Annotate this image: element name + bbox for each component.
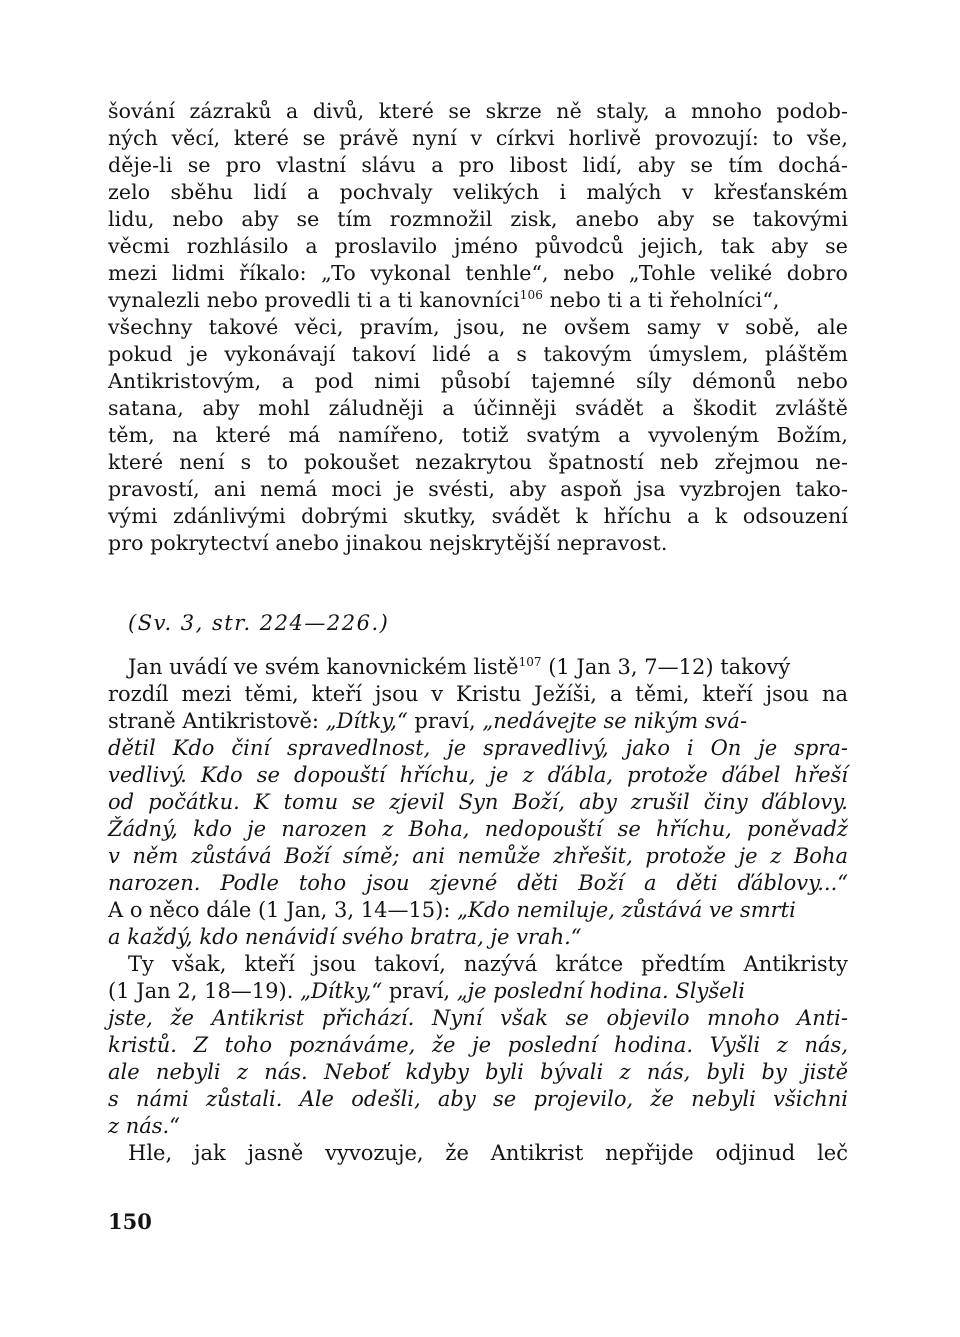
text-fragment: nebo ti a ti řeholníci“, [543, 288, 780, 312]
quote-line: od počátku. K tomu se zjevil Syn Boží, aby zrušil činy ďáblovy. [108, 790, 848, 814]
footnote-marker: 106 [519, 288, 543, 302]
quote-fragment: „Dítky,“ [325, 709, 408, 733]
quote-line: narozen. Podle toho jsou zjevné děti Boží a děti ďáblovy...“ [108, 871, 848, 895]
text-line: ných věcí, které se právě nyní v církvi horlivě provozují: to vše, [108, 126, 848, 150]
text-fragment: praví, [382, 979, 457, 1003]
text-line-with-footnote [128, 654, 848, 681]
text-line [108, 708, 848, 735]
text-line: věcmi rozhlásilo a proslavilo jméno původců jejich, tak aby se [108, 234, 848, 258]
quote-line: z nás.“ [108, 1114, 180, 1138]
text-fragment: (1 Jan 3, 7—12) takový [541, 655, 791, 679]
text-line: zelo sběhu lidí a pochvaly velikých i malých v křesťanském [108, 180, 848, 204]
quote-line: a každý, kdo nenávidí svého bratra, je vrah.“ [108, 925, 582, 949]
text-fragment: A o něco dále (1 Jan, 3, 14—15): [108, 898, 458, 922]
text-line: Hle, jak jasně vyvozuje, že Antikrist nepřijde odjinud leč [128, 1141, 848, 1165]
text-line: pro pokrytectví anebo jinakou nejskrytější nepravost. [108, 531, 668, 555]
quote-fragment: „Dítky,“ [300, 979, 383, 1003]
text-line: šování zázraků a divů, které se skrze ně staly, a mnoho podob- [108, 99, 848, 123]
quote-line: Žádný, kdo je narozen z Boha, nedopouští se hříchu, poněvadž [108, 817, 848, 841]
quote-line: ale nebyli z nás. Neboť kdyby byli bývali z nás, byli by jistě [108, 1060, 848, 1084]
text-line: mezi lidmi říkalo: „To vykonal tenhle“, nebo „Tohle veliké dobro [108, 261, 848, 285]
text-line: Antikristovým, a pod nimi působí tajemné síly démonů nebo [108, 369, 848, 393]
text-fragment: straně Antikristově: [108, 709, 326, 733]
text-line [108, 897, 848, 924]
quote-line: dětil Kdo činí spravedlnost, je spravedlivý, jako i On je spra- [108, 736, 848, 760]
text-line [108, 978, 848, 1005]
quote-line: jste, že Antikrist přichází. Nyní však se objevilo mnoho Anti- [108, 1006, 848, 1030]
text-fragment: Jan uvádí ve svém kanovnickém listě [128, 655, 519, 679]
quote-fragment: „nedávejte se nikým svá- [482, 709, 748, 733]
quote-fragment: „je poslední hodina. Slyšeli [456, 979, 745, 1003]
text-line: lidu, nebo aby se tím rozmnožil zisk, anebo aby se takovými [108, 207, 848, 231]
text-fragment: vynalezli nebo provedli ti a ti kanovníci [108, 288, 520, 312]
text-line: satana, aby mohl záludněji a účinněji svádět a škodit zvláště [108, 396, 848, 420]
source-reference: (Sv. 3, str. 224—226.) [128, 611, 390, 635]
text-line: rozdíl mezi těmi, kteří jsou v Kristu Ježíši, a těmi, kteří jsou na [108, 682, 848, 706]
text-line: Ty však, kteří jsou takoví, nazývá krátce předtím Antikristy [128, 952, 848, 976]
quote-fragment: „Kdo nemiluje, zůstává ve smrti [457, 898, 796, 922]
text-fragment: praví, [407, 709, 483, 733]
footnote-marker: 107 [518, 655, 542, 669]
text-line: těm, na které má namířeno, totiž svatým a vyvoleným Božím, [108, 423, 848, 447]
text-line-with-footnote [108, 287, 848, 314]
text-line: všechny takové věci, pravím, jsou, ne ovšem samy v sobě, ale [108, 315, 848, 339]
quote-line: v něm zůstává Boží símě; ani nemůže zhřešit, protože je z Boha [108, 844, 848, 868]
text-fragment: (1 Jan 2, 18—19). [108, 979, 301, 1003]
quote-line: kristů. Z toho poznáváme, že je poslední hodina. Vyšli z nás, [108, 1033, 848, 1057]
page-number: 150 [108, 1209, 152, 1234]
text-line: které není s to pokoušet nezakrytou špatností neb zřejmou ne- [108, 450, 848, 474]
text-line: vými zdánlivými dobrými skutky, svádět k hříchu a k odsouzení [108, 504, 848, 528]
text-line: pokud je vykonávají takoví lidé a s takovým úmyslem, pláštěm [108, 342, 848, 366]
quote-line: s námi zůstali. Ale odešli, aby se projevilo, že nebyli všichni [108, 1087, 848, 1111]
text-line: pravostí, ani nemá moci je svésti, aby aspoň jsa vyzbrojen tako- [108, 477, 848, 501]
text-line: děje-li se pro vlastní slávu a pro libost lidí, aby se tím dochá- [108, 153, 848, 177]
quote-line: vedlivý. Kdo se dopouští hříchu, je z ďábla, protože ďábel hřeší [108, 763, 848, 787]
